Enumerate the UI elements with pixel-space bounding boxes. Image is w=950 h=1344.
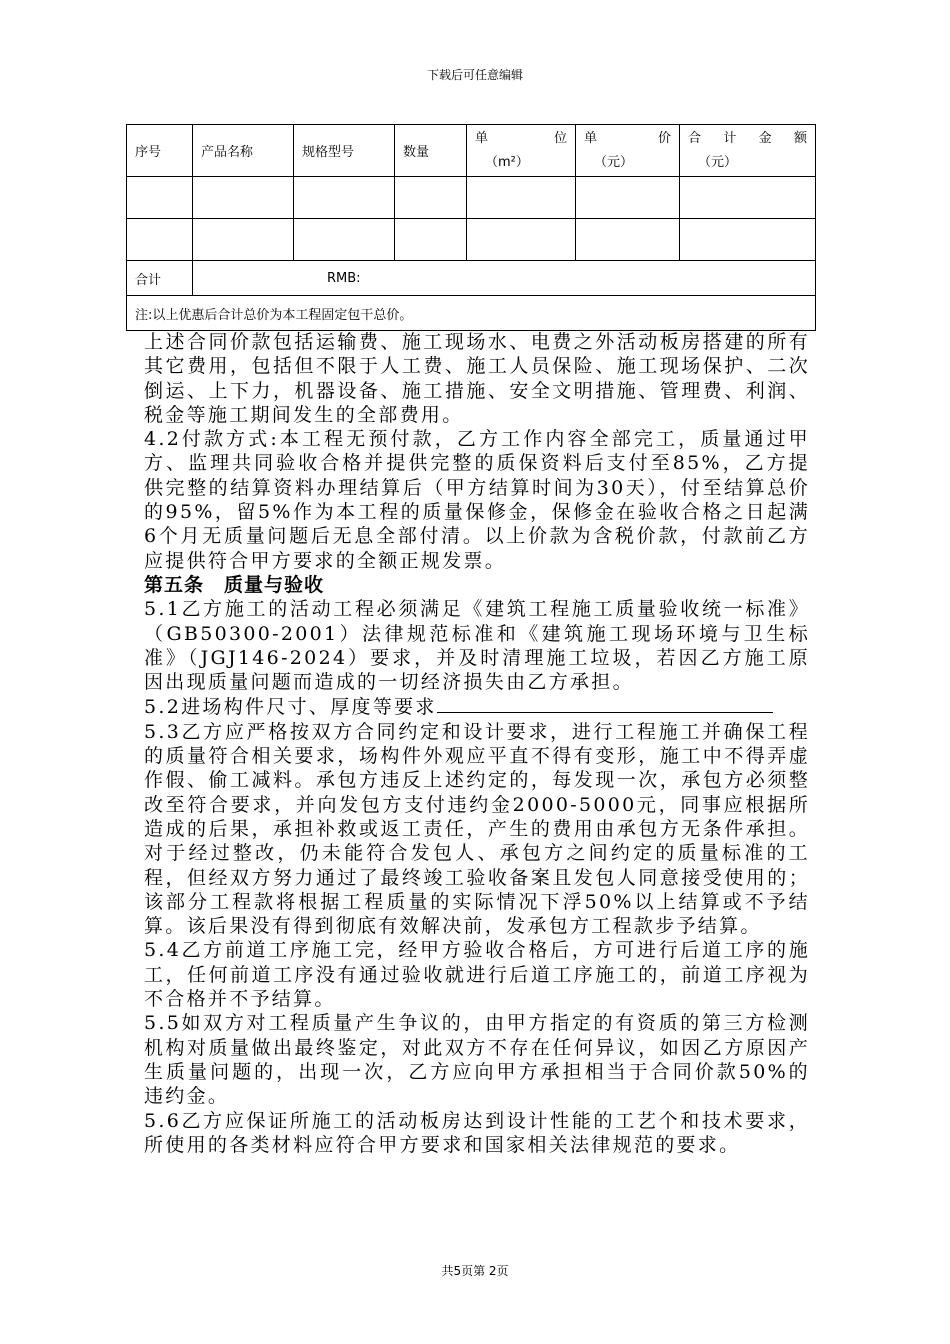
header-unit — [467, 125, 576, 177]
table-cell — [127, 219, 193, 261]
table-cell — [193, 219, 294, 261]
table-cell — [193, 177, 294, 219]
table-cell — [576, 219, 680, 261]
contract-body — [144, 330, 810, 1157]
total-label: 合计 — [127, 261, 193, 296]
table-row — [127, 177, 816, 219]
header-quantity: 数量 — [395, 125, 467, 177]
table-cell — [294, 177, 395, 219]
header-product-name: 产品名称 — [193, 125, 294, 177]
page-footer: 共5页第 2页 — [441, 1264, 509, 1278]
table-cell — [576, 177, 680, 219]
header-total-amount — [680, 125, 816, 177]
header-unit-bottom: （m²） — [485, 154, 529, 170]
total-value-cell — [193, 261, 816, 296]
table-row — [127, 219, 816, 261]
header-total-amount-bottom: （元） — [698, 154, 738, 170]
paragraph-5-6: 5.6乙方应保证所施工的活动板房达到设计性能的工艺个和技术要求，所使用的各类材料应符合甲方要求和国家相关法律规范的要求。 — [144, 1109, 810, 1156]
table-cell — [467, 219, 576, 261]
header-unit-price-bottom: （元） — [594, 154, 634, 170]
table-cell — [127, 177, 193, 219]
paragraph-4-2-payment: 4.2付款方式:本工程无预付款，乙方工作内容全部完工，质量通过甲方、监理共同验收合格并提供完整的质保资料后支付至85%，乙方提供完整的结算资料办理结算后（甲方结算时间为30天），付至结算总价的95%，留5%作为本工程的质量保修金，保修金在验收合格之日起满6个月无质量问题后无息全部付清。以上价款为含税价款，付款前乙方应提供符合甲方要求的全额正规发票。 — [144, 428, 810, 572]
header-unit-top: 单 位 — [475, 130, 567, 146]
header-serial: 序号 — [127, 125, 193, 177]
page-header: 下载后可任意编辑 — [426, 68, 523, 82]
fill-in-blank — [437, 694, 773, 713]
table-note-row — [127, 296, 816, 331]
paragraph-5-4: 5.4乙方前道工序施工完，经甲方验收合格后，方可进行后道工序的施工，任何前道工序没有通过验收就进行后道工序施工的，前道工序视为不合格并不予结算。 — [144, 939, 810, 1011]
paragraph-5-5: 5.5如双方对工程质量产生争议的，由甲方指定的有资质的第三方检测机构对质量做出最终鉴定，对此双方不存在任何异议，如因乙方原因产生质量问题的，出现一次，乙方应向甲方承担相当于合同价款50%的违约金。 — [144, 1012, 810, 1108]
total-value: RMB: — [327, 270, 361, 286]
header-unit-price-top: 单 价 — [584, 130, 671, 146]
table-note: 注:以上优惠后合计总价为本工程固定包干总价。 — [127, 296, 816, 331]
table-header-row — [127, 125, 816, 177]
price-table — [126, 124, 816, 331]
paragraph-price-scope: 上述合同价款包括运输费、施工现场水、电费之外活动板房搭建的所有其它费用，包括但不限于人工费、施工人员保险、施工现场保护、二次倒运、上下力，机器设备、施工措施、安全文明措施、管理费、利润、税金等施工期间发生的全部费用。 — [144, 331, 810, 426]
header-unit-price — [576, 125, 680, 177]
table-total-row — [127, 261, 816, 296]
paragraph-5-2 — [144, 694, 810, 719]
table-cell — [395, 177, 467, 219]
paragraph-5-2-text: 5.2进场构件尺寸、厚度等要求 — [144, 696, 437, 719]
table-cell — [294, 219, 395, 261]
paragraph-5-3: 5.3乙方应严格按双方合同约定和设计要求，进行工程施工并确保工程的质量符合相关要求，场构件外观应平直不得有变形，施工中不得弄虚作假、偷工减料。承包方违反上述约定的，每发现一次，承包方必须整改至符合要求，并向发包方支付违约金2000-5000元，同事应根据所造成的后果，承担补救或返工责任，产生的费用由承包方无条件承担。对于经过整改，仍未能符合发包人、承包方之间约定的质量标准的工程，但经双方努力通过了最终竣工验收备案且发包人同意接受使用的；该部分工程款将根据工程质量的实际情况下浮50%以上结算或不予结算。该后果没有得到彻底有效解决前，发承包方工程款步予结算。 — [144, 720, 810, 938]
paragraph-5-1: 5.1乙方施工的活动工程必须满足《建筑工程施工质量验收统一标准》（GB50300-2001）法律规范标准和《建筑施工现场环境与卫生标准》（JGJ146-2024）要求，并及时清理施工垃圾，若因乙方施工原因出现质量问题而造成的一切经济损失由乙方承担。 — [144, 598, 810, 694]
table-cell — [395, 219, 467, 261]
table-cell — [467, 177, 576, 219]
header-total-amount-top: 合 计 金 额 — [688, 130, 807, 146]
table-cell — [680, 177, 816, 219]
table-cell — [680, 219, 816, 261]
section-5-title: 第五条 质量与验收 — [144, 573, 325, 596]
header-spec-model: 规格型号 — [294, 125, 395, 177]
